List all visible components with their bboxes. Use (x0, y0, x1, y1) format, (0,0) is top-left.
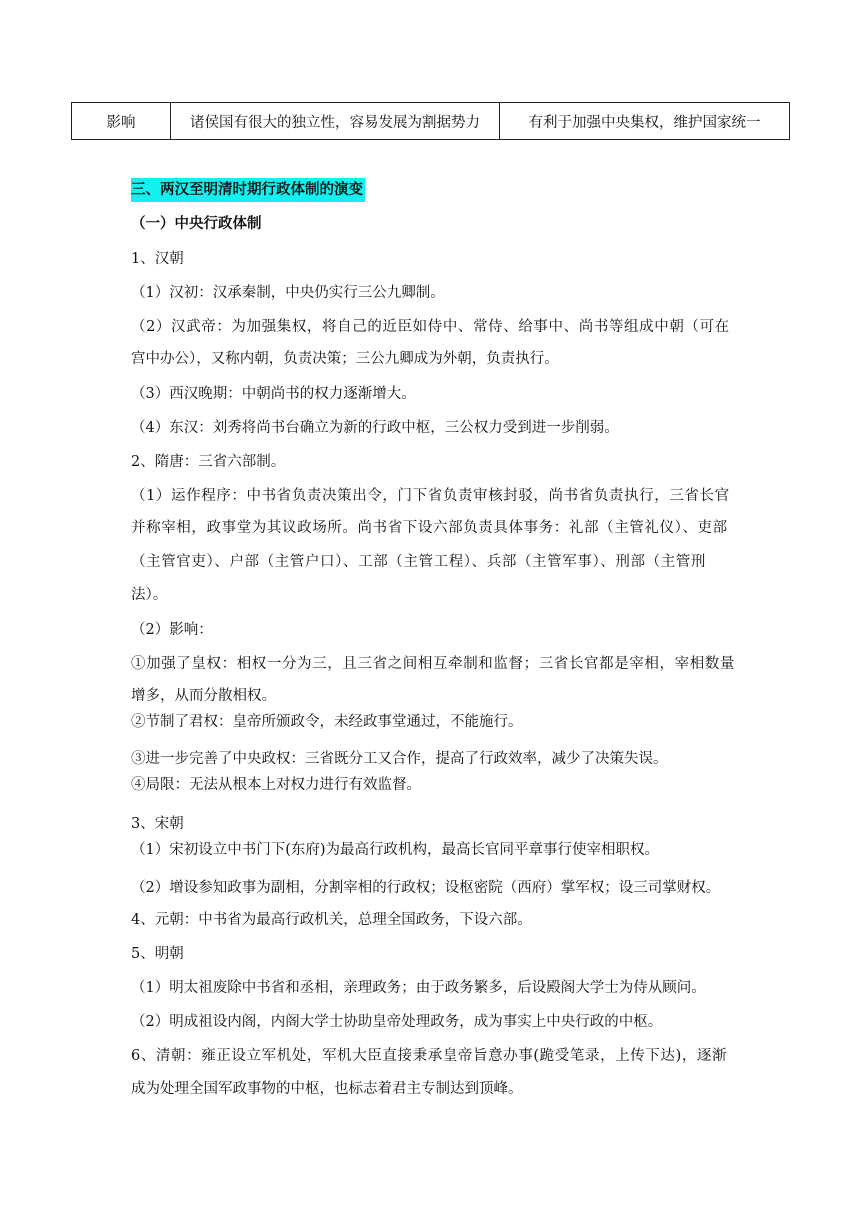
sub-heading: （一）中央行政体制 (131, 216, 262, 232)
paragraph-line: 3、宋朝 (131, 816, 184, 832)
paragraph-line: 增多，从而分散相权。 (131, 688, 276, 704)
section-heading (131, 180, 365, 200)
paragraph-line: （1）汉初：汉承秦制，中央仍实行三公九卿制。 (131, 285, 445, 301)
paragraph-line: （1）宋初设立中书门下(东府)为最高行政机构，最高长官同平章事行使宰相职权。 (131, 842, 660, 858)
paragraph-line: （2）明成祖设内阁，内阁大学士协助皇帝处理政务，成为事实上中央行政的中枢。 (131, 1014, 663, 1030)
paragraph-line: 4、元朝：中书省为最高行政机关，总理全国政务，下设六部。 (131, 912, 532, 928)
table-row (72, 103, 790, 140)
paragraph-line: 宫中办公），又称内朝，负责决策；三公九卿成为外朝，负责执行。 (131, 351, 559, 367)
paragraph-line: （3）西汉晚期：中朝尚书的权力逐渐增大。 (131, 386, 416, 402)
paragraph-line: 6、清朝：雍正设立军机处，军机大臣直接秉承皇帝旨意办事(跪受笔录，上传下达)，逐渐 (131, 1048, 728, 1064)
paragraph-line: （2）汉武帝：为加强集权，将自己的近臣如侍中、常侍、给事中、尚书等组成中朝（可在 (131, 319, 730, 335)
paragraph-line: ②节制了君权：皇帝所颁政令，未经政事堂通过，不能施行。 (131, 714, 523, 730)
paragraph-line: 2、隋唐：三省六部制。 (131, 454, 286, 470)
paragraph-line: ④局限：无法从根本上对权力进行有效监督。 (131, 777, 421, 793)
paragraph-line: （1）运作程序：中书省负责决策出令，门下省负责审核封驳，尚书省负责执行，三省长官 (131, 488, 730, 504)
paragraph-line: 并称宰相，政事堂为其议政场所。尚书省下设六部负责具体事务：礼部（主管礼仪）、吏部 (131, 520, 728, 536)
paragraph-line: ①加强了皇权：相权一分为三，且三省之间相互牵制和监督；三省长官都是宰相，宰相数量 (131, 656, 735, 672)
paragraph-line: 法）。 (131, 587, 168, 603)
table-cell-label: 影响 (72, 103, 171, 140)
table-cell-junxian: 有利于加强中央集权，维护国家统一 (500, 103, 790, 140)
paragraph-line: （1）明太祖废除中书省和丞相，亲理政务；由于政务繁多，后设殿阁大学士为侍从顾问。 (131, 980, 706, 996)
highlighted-heading: 三、两汉至明清时期行政体制的演变 (131, 178, 365, 202)
paragraph-line: （4）东汉：刘秀将尚书台确立为新的行政中枢，三公权力受到进一步削弱。 (131, 420, 619, 436)
paragraph-line: （2）增设参知政事为副相，分割宰相的行政权；设枢密院（西府）掌军权；设三司掌财权。 (131, 880, 721, 896)
paragraph-line: ③进一步完善了中央政权：三省既分工又合作，提高了行政效率，减少了决策失误。 (131, 751, 668, 767)
paragraph-line: 1、汉朝 (131, 251, 184, 267)
paragraph-line: （主管官吏）、户部（主管户口）、工部（主管工程）、兵部（主管军事）、刑部（主管刑 (131, 554, 706, 570)
paragraph-line: 成为处理全国军政事物的中枢，也标志着君主专制达到顶峰。 (131, 1081, 523, 1097)
paragraph-line: （2）影响： (131, 622, 213, 638)
table-cell-fenfeng: 诸侯国有很大的独立性，容易发展为割据势力 (171, 103, 500, 140)
comparison-table (71, 102, 790, 140)
paragraph-line: 5、明朝 (131, 946, 184, 962)
